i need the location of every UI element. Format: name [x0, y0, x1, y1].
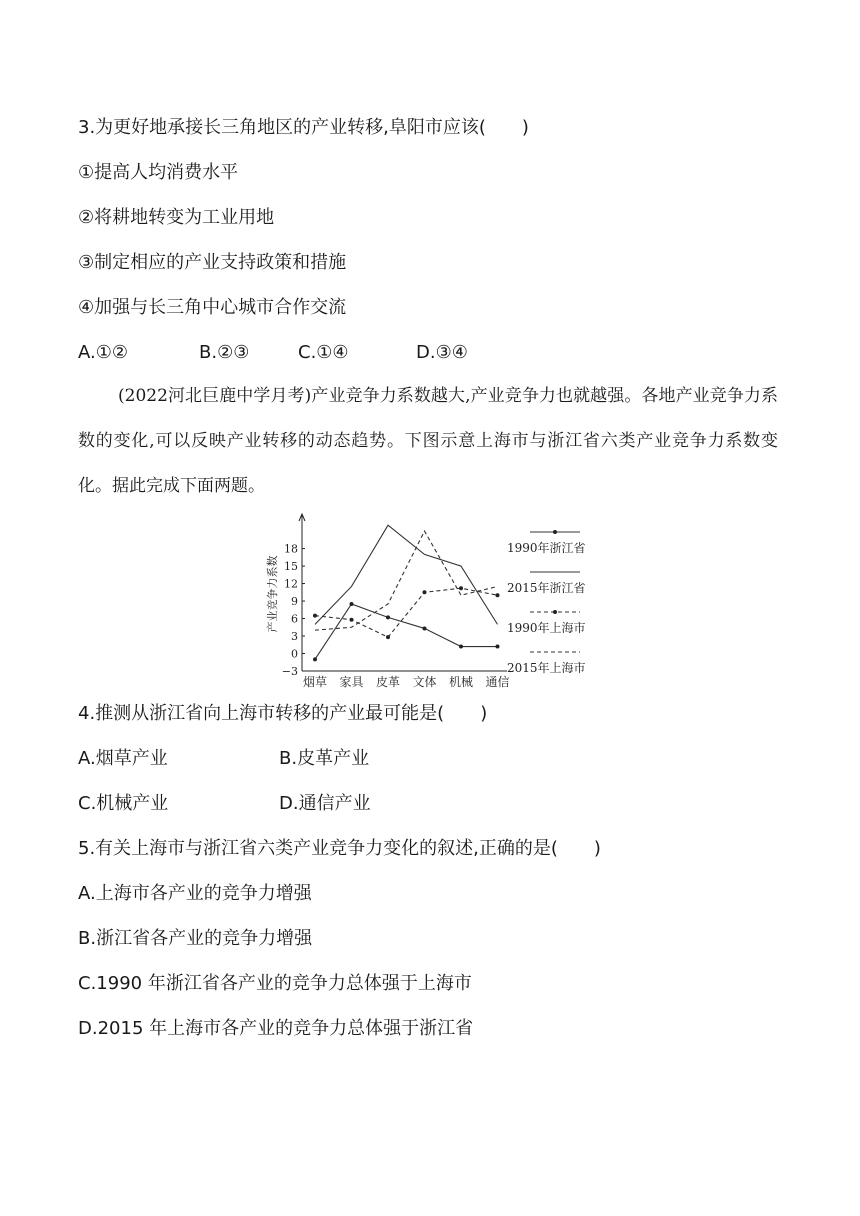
series-2: [315, 525, 498, 624]
intro-text: (2022河北巨鹿中学月考)产业竞争力系数越大,产业竞争力也就越强。各地产业竞争力系数的变化,可以反映产业转移的动态趋势。下图示意上海市与浙江省六类产业竞争力系数变化。据此完成下面两题。: [78, 386, 778, 496]
data-point: [386, 635, 390, 639]
x-tick-label: 烟草: [302, 675, 328, 689]
q4-option-a[interactable]: A.烟草产业: [78, 748, 168, 769]
q5-option-c[interactable]: C.1990 年浙江省各产业的竞争力总体强于上海市: [78, 973, 472, 994]
y-tick-label: −3: [281, 665, 298, 678]
q5-option-b[interactable]: B.浙江省各产业的竞争力增强: [78, 928, 313, 949]
chart-legend: [507, 530, 586, 675]
data-point: [350, 602, 354, 606]
q4-option-c[interactable]: C.机械产业: [78, 793, 169, 814]
chart-y-axis-label: 产业竞争力系数: [266, 555, 279, 633]
legend-label: 1990年上海市: [507, 621, 586, 635]
data-point: [313, 614, 317, 618]
q3-option-a[interactable]: A.①②: [78, 342, 128, 363]
chart-axes: [282, 514, 510, 689]
y-tick-label: 0: [291, 647, 298, 661]
x-tick-label: 机械: [448, 675, 474, 689]
y-tick-label: 3: [291, 630, 298, 644]
q5-option-d[interactable]: D.2015 年上海市各产业的竞争力总体强于浙江省: [78, 1018, 474, 1039]
chart-series: [313, 525, 500, 661]
x-tick-label: 文体: [412, 675, 437, 689]
series-line: [315, 604, 498, 659]
series-3: [313, 586, 500, 639]
q3-item-1: ①提高人均消费水平: [78, 162, 239, 183]
y-tick-label: 18: [284, 542, 298, 556]
x-tick-label: 通信: [485, 675, 510, 689]
q3-item-2: ②将耕地转变为工业用地: [78, 207, 275, 228]
q3-item-4: ④加强与长三角中心城市合作交流: [78, 297, 347, 318]
y-tick-label: 6: [291, 612, 298, 626]
legend-label: 2015年上海市: [507, 661, 586, 675]
legend-marker: [553, 530, 557, 534]
data-point: [459, 586, 463, 590]
q4-stem: 4.推测从浙江省向上海市转移的产业最可能是( ): [78, 703, 488, 724]
legend-marker: [553, 610, 557, 614]
q3-option-b[interactable]: B.②③: [199, 342, 250, 363]
q3-stem: 3.为更好地承接长三角地区的产业转移,阜阳市应该( ): [78, 117, 529, 138]
q3-option-c[interactable]: C.①④: [298, 342, 349, 363]
series-line: [315, 525, 498, 624]
data-point: [350, 618, 354, 622]
data-point: [423, 590, 427, 594]
data-point: [459, 645, 463, 649]
data-point: [496, 645, 500, 649]
y-tick-label: 12: [284, 577, 298, 591]
intro-paragraph: [78, 374, 778, 509]
q4-option-b[interactable]: B.皮革产业: [279, 748, 370, 769]
data-point: [313, 657, 317, 661]
competitiveness-line-chart: [262, 506, 602, 692]
legend-label: 2015年浙江省: [507, 581, 586, 595]
legend-label: 1990年浙江省: [507, 541, 586, 555]
q3-option-d[interactable]: D.③④: [416, 342, 468, 363]
data-point: [423, 626, 427, 630]
q5-stem: 5.有关上海市与浙江省六类产业竞争力变化的叙述,正确的是( ): [78, 838, 601, 859]
data-point: [386, 615, 390, 619]
y-tick-label: 15: [284, 560, 298, 574]
q5-option-a[interactable]: A.上海市各产业的竞争力增强: [78, 883, 312, 904]
data-point: [496, 593, 500, 597]
y-tick-label: 9: [291, 595, 298, 609]
x-tick-label: 皮革: [375, 675, 401, 689]
x-tick-label: 家具: [339, 675, 364, 689]
series-1: [313, 602, 500, 661]
q4-option-d[interactable]: D.通信产业: [279, 793, 371, 814]
q3-item-3: ③制定相应的产业支持政策和措施: [78, 252, 347, 273]
